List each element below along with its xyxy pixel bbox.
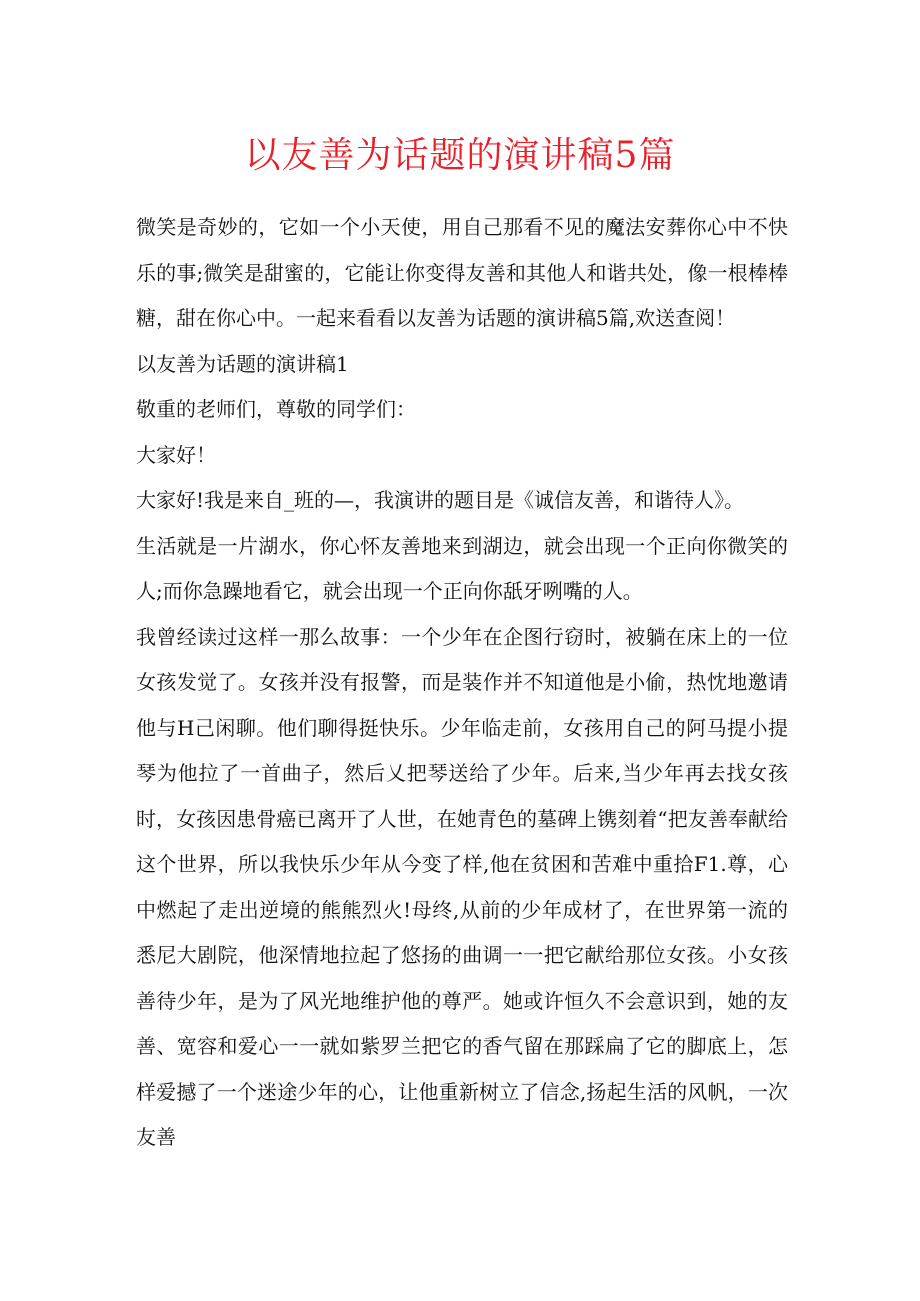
speech-intro-paragraph: 大家好!我是来自_班的—，我演讲的题目是《诚信友善，和谐待人》。 [136,488,745,512]
lake-metaphor-paragraph: 生活就是一片湖水，你心怀友善地来到湖边，就会出现一个正向你微笑的人;而你急躁地看它，就会出现一个正向你舐牙咧嘴的人。 [136,533,788,603]
document-body [136,205,788,1161]
document-title: 以友善为话题的演讲稿5篇 [244,135,676,176]
intro-paragraph: 微笑是奇妙的，它如一个小天使，用自己那看不见的魔法安葬你心中不快乐的事;微笑是甜蜜的，它能让你变得友善和其他人和谐共处，像一根棒棒糖，甜在你心中。一起来看看以友善为话题的演讲稿5篇,欢送查阅！ [136,215,788,330]
story-paragraph: 我曾经读过这样一那么故事：一个少年在企图行窃时，被躺在床上的一位女孩发觉了。女孩并没有报警，而是装作并不知道他是小偷，热忱地邀请他与H己闲聊。他们聊得挺快乐。少年临走前，女孩用自己的阿马提小提琴为他拉了一首曲子，然后乂把琴送给了少年。后来,当少年再去找女孩时，女孩因患骨癌已离开了人世，在她青色的墓碑上镌刻着“把友善奉献给这个世界，所以我快乐少年从今变了样,他在贫困和苦难中重拾F1.尊，心中燃起了走出逆境的熊熊烈火!母终,从前的少年成材了，在世界第一流的悉尼大剧院，他深情地拉起了悠扬的曲调一一把它献给那位女孩。小女孩善待少年，是为了风光地维护他的尊严。她或许恒久不会意识到，她的友善、宽容和爱心一一就如紫罗兰把它的香气留在那踩扁了它的脚底上，怎样爱撼了一个迷途少年的心，让他重新树立了信念,扬起生活的风帆，一次友善 [136,624,788,1149]
salutation: 敬重的老师们，尊敬的同学们： [136,397,416,421]
greeting: 大家好！ [136,442,216,467]
section-heading: 以友善为话题的演讲稿1 [136,351,349,376]
